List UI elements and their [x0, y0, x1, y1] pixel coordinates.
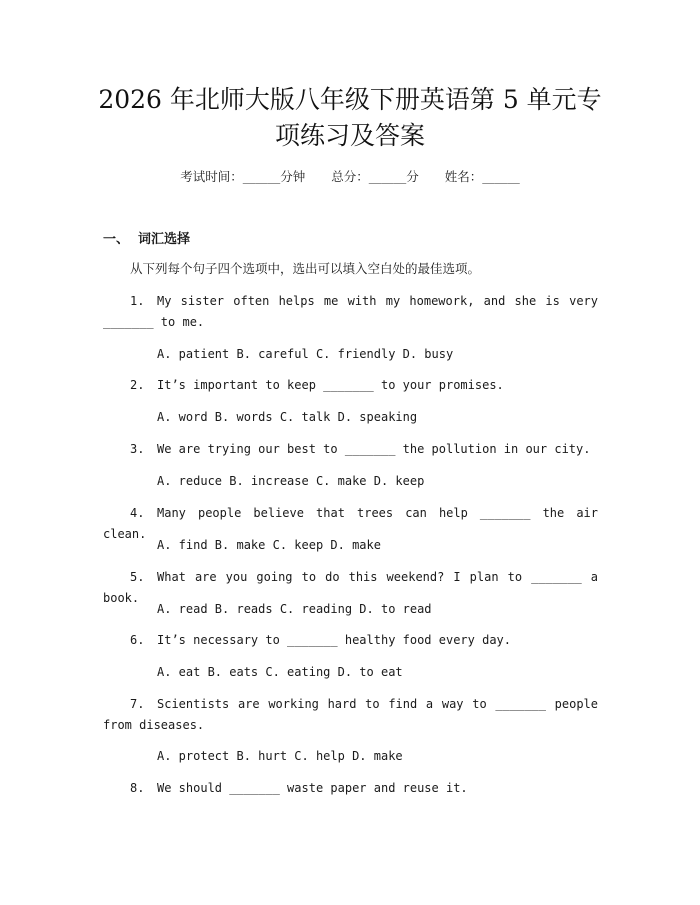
question-text: What are you going to do this weekend? I plan to _______ a book.	[103, 570, 598, 605]
question-text: My sister often helps me with my homework, and she is very _______ to me.	[103, 294, 598, 329]
question-number: 6.	[130, 633, 145, 647]
question-5-options: A. read B. reads C. reading D. to read	[157, 602, 432, 616]
question-6	[103, 630, 598, 651]
question-number: 4.	[130, 506, 145, 520]
question-1-options: A. patient B. careful C. friendly D. busy	[157, 347, 454, 361]
exam-time: 考试时间：______分钟	[180, 169, 306, 184]
question-1	[103, 291, 598, 333]
question-number: 2.	[130, 378, 145, 392]
question-text: We are trying our best to _______ the pollution in our city.	[157, 442, 591, 456]
exam-meta	[0, 167, 700, 187]
question-3	[103, 439, 598, 460]
section-instruction: 从下列每个句子四个选项中，选出可以填入空白处的最佳选项。	[130, 261, 481, 276]
question-7	[103, 694, 598, 736]
document-title-line-2: 项练习及答案	[274, 121, 425, 150]
question-6-options: A. eat B. eats C. eating D. to eat	[157, 665, 403, 679]
question-text: Many people believe that trees can help _______ the air clean.	[103, 506, 598, 541]
question-number: 8.	[130, 781, 145, 795]
question-number: 5.	[130, 570, 145, 584]
question-text: Scientists are working hard to find a way to _______ people from diseases.	[103, 697, 598, 732]
question-7-options: A. protect B. hurt C. help D. make	[157, 749, 403, 763]
question-number: 3.	[130, 442, 145, 456]
section-heading: 一、 词汇选择	[103, 232, 191, 247]
question-2	[103, 375, 598, 396]
question-4-options: A. find B. make C. keep D. make	[157, 538, 381, 552]
document-title-line-1: 2026 年北师大版八年级下册英语第 5 单元专	[98, 85, 602, 114]
student-name: 姓名：______	[444, 169, 520, 184]
exam-total-score: 总分：______分	[331, 169, 419, 184]
question-text: It’s important to keep _______ to your promises.	[157, 378, 504, 392]
question-number: 7.	[130, 697, 145, 711]
question-2-options: A. word B. words C. talk D. speaking	[157, 410, 418, 424]
question-8	[103, 778, 598, 799]
question-3-options: A. reduce B. increase C. make D. keep	[157, 474, 425, 488]
question-text: It’s necessary to _______ healthy food every day.	[157, 633, 512, 647]
question-number: 1.	[130, 294, 145, 308]
question-text: We should _______ waste paper and reuse it.	[157, 781, 468, 795]
